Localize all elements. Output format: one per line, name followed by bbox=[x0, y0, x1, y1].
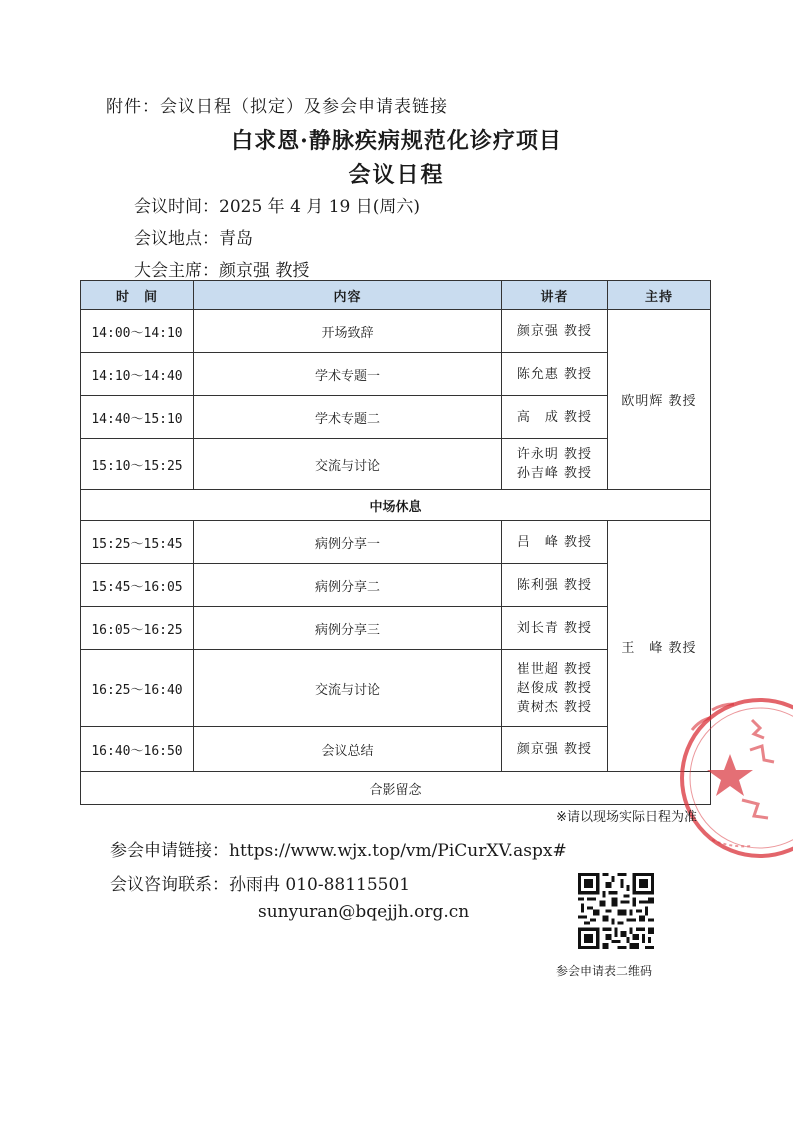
attachment-title: 附件：会议日程（拟定）及参会申请表链接 bbox=[106, 97, 448, 117]
page-subtitle: 会议日程 bbox=[348, 162, 445, 188]
meeting-chair: 大会主席：颜京强 教授 bbox=[134, 261, 310, 281]
content-cell: 会议总结 bbox=[194, 727, 502, 772]
content-cell: 病例分享二 bbox=[194, 564, 502, 607]
time-cell: 15:45～16:05 bbox=[81, 564, 194, 607]
speaker-name: 颜京强 教授 bbox=[516, 323, 593, 339]
meeting-place: 会议地点：青岛 bbox=[134, 229, 253, 249]
speaker-name: 许永明 教授 bbox=[516, 447, 593, 462]
time-cell: 14:40～15:10 bbox=[81, 396, 194, 439]
qr-code-icon[interactable] bbox=[578, 873, 654, 949]
speaker-name: 刘长青 教授 bbox=[516, 620, 593, 636]
table-row bbox=[81, 521, 711, 564]
header-host: 主持 bbox=[608, 281, 711, 310]
time-cell: 16:05～16:25 bbox=[81, 607, 194, 650]
speaker-name: 吕 峰 教授 bbox=[516, 534, 593, 550]
table-row bbox=[81, 310, 711, 353]
speaker-cell bbox=[502, 310, 608, 353]
time-cell: 14:10～14:40 bbox=[81, 353, 194, 396]
content-cell: 病例分享三 bbox=[194, 607, 502, 650]
time-cell: 16:25～16:40 bbox=[81, 650, 194, 727]
speaker-cell bbox=[502, 439, 608, 490]
page-title: 白求恩·静脉疾病规范化诊疗项目 bbox=[231, 128, 562, 154]
official-seal-icon bbox=[672, 690, 793, 865]
break-cell: 中场休息 bbox=[81, 490, 711, 521]
speaker-cell bbox=[502, 396, 608, 439]
content-cell: 学术专题二 bbox=[194, 396, 502, 439]
header-content: 内容 bbox=[194, 281, 502, 310]
host-cell: 欧明辉 教授 bbox=[608, 310, 711, 490]
content-cell: 学术专题一 bbox=[194, 353, 502, 396]
break-row bbox=[81, 490, 711, 521]
registration-link[interactable]: 参会申请链接：https://www.wjx.top/vm/PiCurXV.aspx# bbox=[110, 841, 567, 861]
speaker-cell bbox=[502, 607, 608, 650]
speaker-name: 孙吉峰 教授 bbox=[516, 466, 593, 481]
content-cell: 交流与讨论 bbox=[194, 650, 502, 727]
schedule-note: ※请以现场实际日程为准 bbox=[556, 810, 697, 825]
consult-contact: 会议咨询联系：孙雨冉 010-88115501 bbox=[110, 875, 411, 895]
time-cell: 16:40～16:50 bbox=[81, 727, 194, 772]
speaker-name: 黄树杰 教授 bbox=[516, 699, 593, 715]
time-cell: 15:10～15:25 bbox=[81, 439, 194, 490]
speaker-name: 陈利强 教授 bbox=[516, 577, 593, 593]
content-cell: 病例分享一 bbox=[194, 521, 502, 564]
contact-email[interactable]: sunyuran@bqejjh.org.cn bbox=[258, 902, 470, 922]
speaker-name: 高 成 教授 bbox=[516, 409, 593, 425]
speaker-cell bbox=[502, 564, 608, 607]
content-cell: 交流与讨论 bbox=[194, 439, 502, 490]
speaker-name: 赵俊成 教授 bbox=[516, 680, 593, 696]
content-cell: 开场致辞 bbox=[194, 310, 502, 353]
speaker-cell bbox=[502, 353, 608, 396]
photo-row bbox=[81, 772, 711, 805]
time-cell: 14:00～14:10 bbox=[81, 310, 194, 353]
header-speaker: 讲者 bbox=[502, 281, 608, 310]
time-cell: 15:25～15:45 bbox=[81, 521, 194, 564]
schedule-table bbox=[80, 280, 711, 805]
speaker-cell bbox=[502, 727, 608, 772]
speaker-cell bbox=[502, 650, 608, 727]
speaker-name: 陈允惠 教授 bbox=[516, 366, 593, 382]
speaker-name: 颜京强 教授 bbox=[516, 741, 593, 757]
photo-cell: 合影留念 bbox=[81, 772, 711, 805]
header-time: 时 间 bbox=[81, 281, 194, 310]
meeting-time: 会议时间：2025 年 4 月 19 日(周六) bbox=[134, 197, 420, 217]
qr-caption: 参会申请表二维码 bbox=[556, 964, 653, 978]
host-cell: 王 峰 教授 bbox=[608, 521, 711, 772]
speaker-name: 崔世超 教授 bbox=[516, 661, 593, 677]
speaker-cell bbox=[502, 521, 608, 564]
